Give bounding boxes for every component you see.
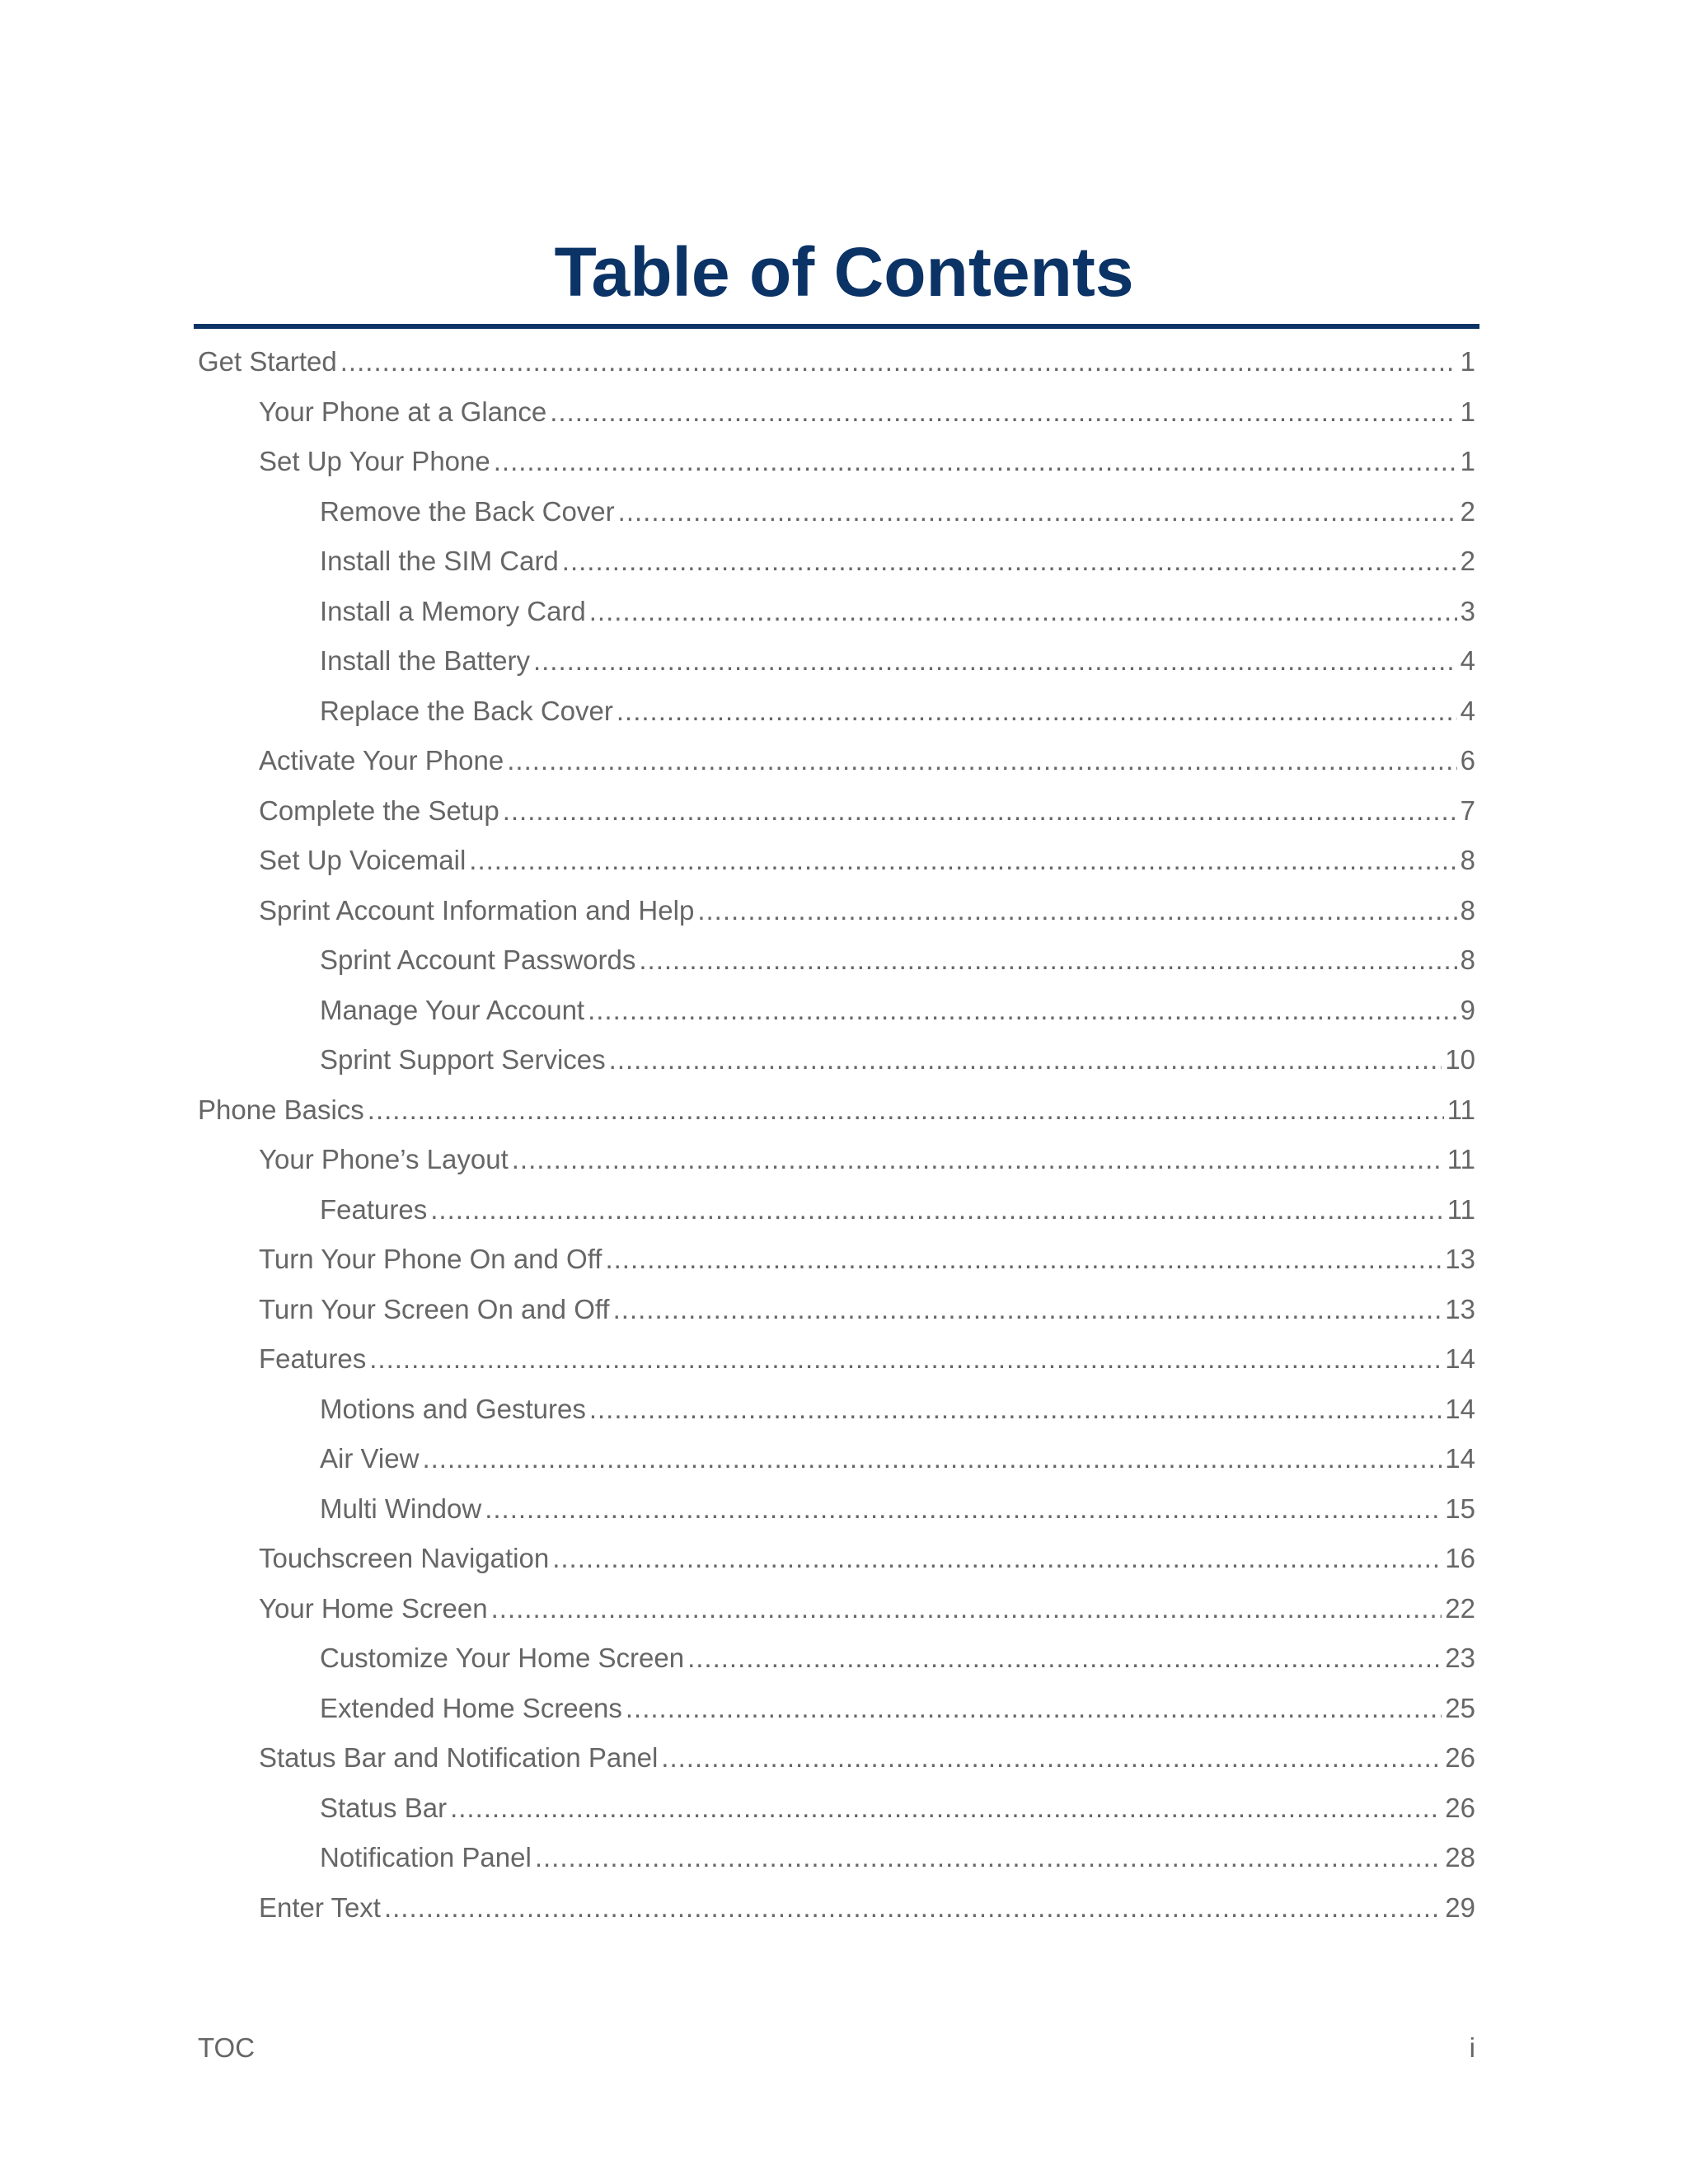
toc-entry-title[interactable]: Air View xyxy=(320,1443,420,1474)
toc-entry-title[interactable]: Manage Your Account xyxy=(320,994,585,1025)
toc-page-number[interactable]: 29 xyxy=(1445,1891,1475,1923)
toc-page-number[interactable]: 2 xyxy=(1460,495,1475,527)
toc-entry-title[interactable]: Extended Home Screens xyxy=(320,1692,622,1723)
toc-entry[interactable] xyxy=(198,1185,1475,1235)
toc-entry[interactable] xyxy=(198,1385,1475,1435)
toc-entry[interactable] xyxy=(198,636,1475,687)
toc-entry-title[interactable]: Status Bar xyxy=(320,1792,448,1823)
toc-dot-leader xyxy=(384,1883,1442,1933)
toc-entry-title[interactable]: Features xyxy=(259,1343,367,1374)
toc-entry[interactable] xyxy=(198,736,1475,786)
toc-entry[interactable] xyxy=(198,935,1475,986)
toc-entry-title[interactable]: Complete the Setup xyxy=(259,794,499,826)
toc-dot-leader xyxy=(507,736,1456,786)
toc-entry-title[interactable]: Customize Your Home Screen xyxy=(320,1643,685,1673)
toc-entry[interactable] xyxy=(198,1733,1475,1783)
toc-entry-title[interactable]: Your Phone’s Layout xyxy=(259,1144,509,1174)
toc-page-number[interactable]: 6 xyxy=(1460,745,1475,776)
toc-entry-title[interactable]: Turn Your Phone On and Off xyxy=(259,1244,603,1274)
footer-section-label: TOC xyxy=(198,2032,256,2063)
toc-page-number[interactable]: 1 xyxy=(1460,396,1475,427)
toc-dot-leader xyxy=(552,1534,1442,1584)
toc-entry-title[interactable]: Sprint Account Passwords xyxy=(320,944,636,975)
page-title: Table of Contents xyxy=(554,233,1134,311)
toc-page-number[interactable]: 26 xyxy=(1445,1792,1475,1823)
toc-page-number[interactable]: 15 xyxy=(1445,1493,1475,1524)
toc-entry-title[interactable]: Status Bar and Notification Panel xyxy=(259,1742,659,1773)
toc-entry[interactable] xyxy=(198,1684,1475,1734)
toc-dot-leader xyxy=(617,687,1457,737)
toc-entry-title[interactable]: Features xyxy=(320,1193,428,1225)
toc-entry-title[interactable]: Your Home Screen xyxy=(259,1592,488,1624)
toc-page-number[interactable]: 11 xyxy=(1447,1144,1475,1174)
toc-entry[interactable] xyxy=(198,387,1475,438)
title-divider xyxy=(194,324,1479,329)
toc-page-number[interactable]: 1 xyxy=(1460,446,1475,476)
toc-entry-title[interactable]: Sprint Account Information and Help xyxy=(259,894,695,926)
toc-dot-leader xyxy=(494,437,1457,487)
toc-entry-title[interactable]: Set Up Voicemail xyxy=(259,845,467,875)
toc-entry[interactable] xyxy=(198,786,1475,837)
toc-page-number[interactable]: 8 xyxy=(1460,845,1475,875)
footer-page-number: i xyxy=(1469,2032,1475,2063)
toc-page-number[interactable]: 22 xyxy=(1445,1592,1475,1624)
toc-dot-leader xyxy=(661,1733,1442,1783)
toc-page-number[interactable]: 10 xyxy=(1445,1044,1475,1075)
toc-entry[interactable] xyxy=(198,1135,1475,1185)
page-footer xyxy=(198,2027,1475,2069)
toc-entry[interactable] xyxy=(198,437,1475,487)
toc-page-number[interactable]: 8 xyxy=(1460,894,1475,926)
toc-dot-leader xyxy=(618,487,1457,537)
toc-entry[interactable] xyxy=(198,1285,1475,1335)
toc-entry[interactable] xyxy=(198,1334,1475,1385)
toc-dot-leader xyxy=(613,1285,1442,1335)
toc-entry[interactable] xyxy=(198,1235,1475,1285)
toc-entry-title[interactable]: Multi Window xyxy=(320,1493,482,1524)
toc-dot-leader xyxy=(550,387,1456,438)
toc-entry-title[interactable]: Notification Panel xyxy=(320,1842,532,1872)
toc-page-number[interactable]: 14 xyxy=(1445,1393,1475,1424)
toc-page-number[interactable]: 14 xyxy=(1445,1443,1475,1474)
toc-dot-leader xyxy=(535,1833,1442,1883)
toc-dot-leader xyxy=(588,986,1457,1036)
toc-dot-leader xyxy=(450,1783,1442,1834)
toc-dot-leader xyxy=(609,1035,1442,1085)
toc-entry[interactable] xyxy=(198,337,1475,387)
toc-entry-title[interactable]: Enter Text xyxy=(259,1891,381,1923)
toc-entry-title[interactable]: Install the Battery xyxy=(320,645,530,676)
toc-entry-title[interactable]: Touchscreen Navigation xyxy=(259,1543,550,1573)
toc-entry[interactable] xyxy=(198,1783,1475,1834)
toc-entry[interactable] xyxy=(198,1035,1475,1085)
toc-dot-leader xyxy=(485,1484,1442,1535)
toc-page-number[interactable]: 1 xyxy=(1460,346,1475,377)
toc-dot-leader xyxy=(369,1334,1442,1385)
toc-dot-leader xyxy=(503,786,1457,837)
toc-entry-title[interactable]: Install a Memory Card xyxy=(320,595,586,626)
toc-entry-title[interactable]: Remove the Back Cover xyxy=(320,495,615,527)
toc-dot-leader xyxy=(697,886,1456,936)
toc-dot-leader xyxy=(422,1434,1442,1484)
toc-entry[interactable] xyxy=(198,487,1475,537)
toc-page-number[interactable]: 23 xyxy=(1445,1643,1475,1673)
toc-page-number[interactable]: 2 xyxy=(1460,546,1475,576)
toc-entry[interactable] xyxy=(198,886,1475,936)
toc-page-number[interactable]: 14 xyxy=(1445,1343,1475,1374)
toc-dot-leader xyxy=(639,935,1456,986)
toc-entry[interactable] xyxy=(198,1883,1475,1933)
toc-dot-leader xyxy=(589,1385,1442,1435)
toc-page-number[interactable]: 13 xyxy=(1445,1293,1475,1324)
toc-page-number[interactable]: 25 xyxy=(1445,1692,1475,1723)
toc-entry[interactable] xyxy=(198,537,1475,587)
toc-page-number[interactable]: 4 xyxy=(1460,695,1475,726)
toc-entry[interactable] xyxy=(198,1584,1475,1634)
toc-entry[interactable] xyxy=(198,1534,1475,1584)
toc-dot-leader xyxy=(469,836,1456,886)
toc-dot-leader xyxy=(340,337,1457,387)
toc-page-number[interactable]: 9 xyxy=(1460,994,1475,1025)
toc-dot-leader xyxy=(687,1633,1442,1684)
toc-dot-leader xyxy=(430,1185,1444,1235)
toc-entry[interactable] xyxy=(198,986,1475,1036)
toc-dot-leader xyxy=(491,1584,1442,1634)
toc-entry[interactable] xyxy=(198,687,1475,737)
toc-entry[interactable] xyxy=(198,1633,1475,1684)
toc-entry-title[interactable]: Your Phone at a Glance xyxy=(259,396,547,427)
toc-page-number[interactable]: 11 xyxy=(1447,1094,1475,1125)
toc-dot-leader xyxy=(562,537,1457,587)
toc-page-number[interactable]: 7 xyxy=(1460,794,1475,826)
toc-entry[interactable] xyxy=(198,587,1475,637)
toc-page-number[interactable]: 28 xyxy=(1445,1842,1475,1872)
toc-dot-leader xyxy=(626,1684,1442,1734)
toc-page-number[interactable]: 8 xyxy=(1460,944,1475,975)
toc-entry-title[interactable]: Turn Your Screen On and Off xyxy=(259,1293,610,1324)
toc-entry-title[interactable]: Set Up Your Phone xyxy=(259,446,490,476)
toc-page-number[interactable]: 3 xyxy=(1460,595,1475,626)
toc-entry-title[interactable]: Sprint Support Services xyxy=(320,1044,606,1075)
toc-entry-title[interactable]: Phone Basics xyxy=(198,1094,364,1125)
toc-entry[interactable] xyxy=(198,836,1475,886)
toc-page-number[interactable]: 4 xyxy=(1460,645,1475,676)
toc-page-number[interactable]: 13 xyxy=(1445,1244,1475,1274)
toc-entry-title[interactable]: Motions and Gestures xyxy=(320,1393,586,1424)
toc-entry-title[interactable]: Install the SIM Card xyxy=(320,546,559,576)
toc-entry[interactable] xyxy=(198,1434,1475,1484)
toc-dot-leader xyxy=(605,1235,1442,1285)
toc-dot-leader xyxy=(368,1085,1444,1136)
toc-entry[interactable] xyxy=(198,1833,1475,1883)
toc-dot-leader xyxy=(512,1135,1444,1185)
toc-dot-leader xyxy=(589,587,1457,637)
toc-entry[interactable] xyxy=(198,1484,1475,1535)
toc-page-number[interactable]: 26 xyxy=(1445,1742,1475,1773)
toc-entry[interactable] xyxy=(198,1085,1475,1136)
toc-page-number[interactable]: 11 xyxy=(1447,1193,1475,1225)
toc-entry-title[interactable]: Activate Your Phone xyxy=(259,745,504,776)
toc-entry-title[interactable]: Get Started xyxy=(198,346,337,377)
toc-dot-leader xyxy=(533,636,1457,687)
toc-list xyxy=(198,337,1475,1933)
toc-entry-title[interactable]: Replace the Back Cover xyxy=(320,695,613,726)
toc-page-number[interactable]: 16 xyxy=(1445,1543,1475,1573)
